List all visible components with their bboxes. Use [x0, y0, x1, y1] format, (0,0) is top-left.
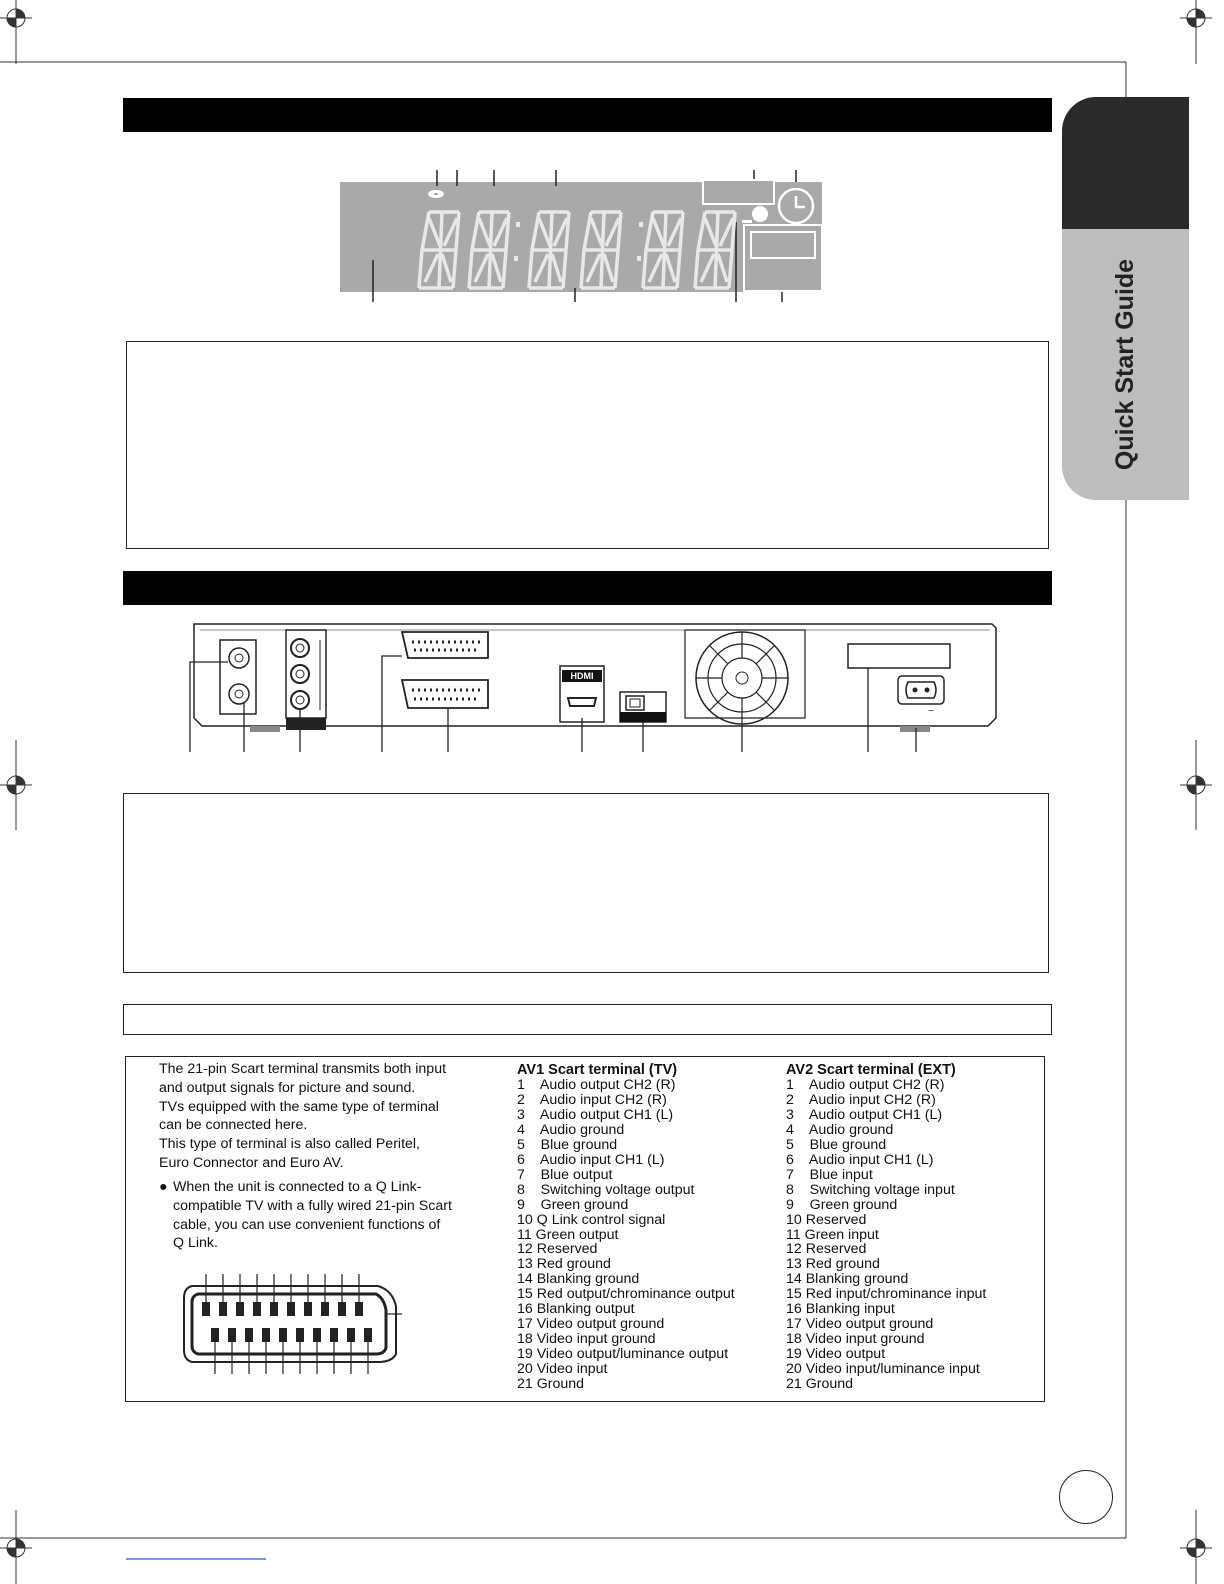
side-tab-dark	[1062, 97, 1189, 229]
scart-pin	[253, 1302, 261, 1316]
av2-pin-item: 19 Video output	[786, 1346, 886, 1363]
side-tab-label: Quick Start Guide	[1111, 258, 1140, 471]
intro-line: TVs equipped with the same type of terminal	[159, 1098, 439, 1115]
av1-pin-item: 13 Red ground	[517, 1256, 611, 1273]
rear-panel-diagram	[180, 618, 1020, 758]
av1-pin-item: 14 Blanking ground	[517, 1271, 640, 1288]
scart-pin	[347, 1328, 355, 1342]
intro-line: The 21-pin Scart terminal transmits both input	[159, 1061, 447, 1077]
av2-pin-item: 3 Audio output CH1 (L)	[786, 1106, 943, 1123]
av2-pin-list	[786, 1062, 1036, 1392]
scart-pin	[296, 1328, 304, 1342]
cooling-fan	[685, 630, 805, 724]
av1-pin-item: 4 Audio ground	[517, 1121, 625, 1138]
scart-pin	[364, 1328, 372, 1342]
av2-pin-item: 15 Red input/chrominance input	[786, 1286, 987, 1303]
scart-pin	[338, 1302, 346, 1316]
intro-line: can be connected here.	[159, 1117, 308, 1134]
side-tab	[1062, 229, 1189, 500]
scart-pin	[211, 1328, 219, 1342]
av2-pin-item: 5 Blue ground	[786, 1136, 887, 1153]
av1-pin-item: 20 Video input	[517, 1361, 608, 1378]
av1-pin-item: 2 Audio input CH2 (R)	[517, 1091, 667, 1108]
av1-pin-list	[517, 1062, 777, 1392]
intro-line: This type of terminal is also called Peritel,	[159, 1136, 421, 1153]
av1-pin-item: 8 Switching voltage output	[517, 1181, 695, 1198]
av2-pin-item: 10 Reserved	[786, 1211, 867, 1228]
av2-pin-item: 13 Red ground	[786, 1256, 880, 1273]
bullet-line: When the unit is connected to a Q Link-	[173, 1179, 422, 1195]
av2-pin-item: 8 Switching voltage input	[786, 1181, 955, 1198]
section-header-bar-display	[123, 98, 1052, 132]
scart-pin	[262, 1328, 270, 1342]
scart-pin	[304, 1302, 312, 1316]
av1-pin-item: 11 Green output	[517, 1226, 619, 1243]
label-plate	[848, 644, 950, 668]
av2-pin-item: 21 Ground	[786, 1376, 854, 1393]
bullet-line: Q Link.	[173, 1235, 218, 1252]
scart-av2-connector	[402, 680, 488, 708]
av1-title: AV1 Scart terminal (TV)	[517, 1062, 678, 1078]
av2-pin-item: 4 Audio ground	[786, 1121, 894, 1138]
section-header-bar-rear	[123, 571, 1052, 605]
bullet-line: cable, you can use convenient functions of	[173, 1216, 441, 1233]
av1-pin-item: 17 Video output ground	[517, 1316, 665, 1333]
scart-av1-connector	[402, 632, 488, 658]
scart-pin	[202, 1302, 210, 1316]
av1-pin-item: 21 Ground	[517, 1376, 585, 1393]
hdmi-connector	[560, 666, 604, 722]
av1-pin-item: 3 Audio output CH1 (L)	[517, 1106, 674, 1123]
av2-pin-item: 17 Video output ground	[786, 1316, 934, 1333]
ac-symbol: ~	[928, 706, 934, 717]
display-description-box	[126, 341, 1049, 549]
av2-pin-item: 1 Audio output CH2 (R)	[786, 1077, 945, 1093]
scart-pin	[287, 1302, 295, 1316]
qlink-note	[159, 1178, 489, 1253]
rear-description-box	[123, 793, 1049, 973]
optical-output-connector	[620, 692, 666, 722]
scart-pin-diagram	[178, 1270, 408, 1378]
av1-pin-item: 6 Audio input CH1 (L)	[517, 1151, 665, 1168]
av1-pins	[517, 1078, 777, 1392]
av2-pin-item: 11 Green input	[786, 1226, 879, 1243]
intro-line: and output signals for picture and sound.	[159, 1079, 416, 1096]
av2-pin-item: 2 Audio input CH2 (R)	[786, 1091, 936, 1108]
av2-pin-item: 9 Green ground	[786, 1196, 898, 1213]
scart-pin	[355, 1302, 363, 1316]
scart-intro	[159, 1060, 489, 1173]
hdmi-label: HDMI	[570, 671, 594, 681]
av2-pin-item: 14 Blanking ground	[786, 1271, 909, 1288]
scart-pin	[279, 1328, 287, 1342]
scart-pin	[270, 1302, 278, 1316]
rec-indicator	[752, 206, 768, 222]
av1-pin-item: 15 Red output/chrominance output	[517, 1286, 735, 1303]
av1-pin-item: 1 Audio output CH2 (R)	[517, 1077, 676, 1093]
av2-title: AV2 Scart terminal (EXT)	[786, 1062, 956, 1078]
av1-pin-item: 19 Video output/luminance output	[517, 1346, 729, 1363]
av1-pin-item: 18 Video input ground	[517, 1331, 656, 1348]
scart-pin	[219, 1302, 227, 1316]
bullet-line: compatible TV with a fully wired 21-pin Scart	[173, 1197, 452, 1214]
av2-pin-item: 7 Blue input	[786, 1166, 873, 1183]
scart-pin	[245, 1328, 253, 1342]
bullet-icon: ●	[159, 1179, 168, 1195]
scart-pin	[228, 1328, 236, 1342]
av1-pin-item: 5 Blue ground	[517, 1136, 618, 1153]
front-display-diagram	[330, 160, 830, 310]
av2-pin-item: 20 Video input/luminance input	[786, 1361, 980, 1378]
scart-heading-box	[123, 1004, 1052, 1035]
av1-pin-item: 16 Blanking output	[517, 1301, 635, 1318]
scart-pin	[236, 1302, 244, 1316]
av1-pin-item: 12 Reserved	[517, 1241, 598, 1258]
page-number-circle	[1059, 1470, 1113, 1524]
av2-pins	[786, 1078, 1036, 1392]
scart-pin	[321, 1302, 329, 1316]
display-indicator-box	[703, 180, 774, 204]
scart-pin	[313, 1328, 321, 1342]
av2-pin-item: 12 Reserved	[786, 1241, 867, 1258]
av1-pin-item: 9 Green ground	[517, 1196, 629, 1213]
av1-pin-item: 7 Blue output	[517, 1166, 613, 1183]
rca-connectors	[286, 630, 326, 730]
av2-pin-item: 16 Blanking input	[786, 1301, 895, 1318]
intro-line: Euro Connector and Euro AV.	[159, 1154, 344, 1171]
scart-pin	[330, 1328, 338, 1342]
av2-pin-item: 6 Audio input CH1 (L)	[786, 1151, 934, 1168]
av1-pin-item: 10 Q Link control signal	[517, 1211, 666, 1228]
av2-pin-item: 18 Video input ground	[786, 1331, 925, 1348]
